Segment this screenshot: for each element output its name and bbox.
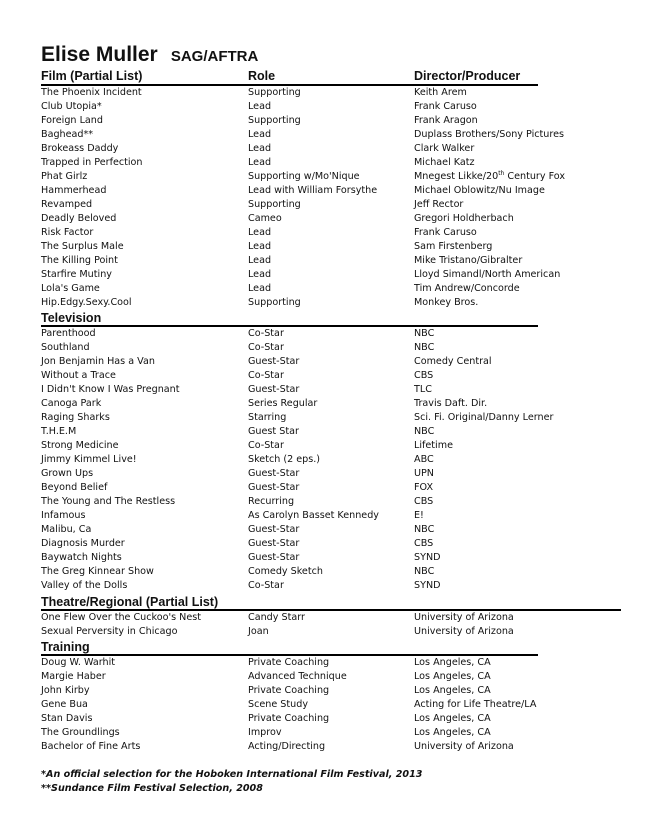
actor-name: Elise Muller: [41, 43, 158, 66]
footnote: *An official selection for the Hoboken International Film Festival, 2013: [41, 769, 423, 780]
role-cell: As Carolyn Basset Kennedy: [248, 510, 379, 521]
television-list: [41, 327, 641, 593]
credit-cell: Lifetime: [414, 440, 453, 451]
title-cell: Risk Factor: [41, 227, 94, 238]
credit-cell: University of Arizona: [414, 626, 514, 637]
television-row: [41, 369, 641, 383]
role-cell: Lead: [248, 157, 272, 168]
title-cell: Lola's Game: [41, 283, 100, 294]
role-cell: Lead: [248, 269, 272, 280]
credit-cell: Gregori Holdherbach: [414, 213, 514, 224]
role-cell: Series Regular: [248, 398, 318, 409]
role-cell: Comedy Sketch: [248, 566, 323, 577]
footnotes: [41, 768, 422, 796]
title-cell: Infamous: [41, 510, 86, 521]
title-cell: The Surplus Male: [41, 241, 124, 252]
title-cell: Deadly Beloved: [41, 213, 117, 224]
television-row: [41, 551, 641, 565]
television-row: [41, 425, 641, 439]
credit-cell: Monkey Bros.: [414, 297, 479, 308]
credit-cell: Duplass Brothers/Sony Pictures: [414, 129, 565, 140]
title-cell: The Phoenix Incident: [41, 87, 142, 98]
title-cell: Foreign Land: [41, 115, 103, 126]
television-row: [41, 327, 641, 341]
television-row: [41, 355, 641, 369]
credit-cell: Sci. Fi. Original/Danny Lerner: [414, 412, 554, 423]
role-cell: Guest-Star: [248, 356, 300, 367]
role-cell: Lead: [248, 129, 272, 140]
television-row: [41, 523, 641, 537]
theatre-row: [41, 625, 641, 639]
credit-cell: SYND: [414, 580, 441, 591]
role-cell: Supporting: [248, 87, 301, 98]
credit-cell: UPN: [414, 468, 434, 479]
film-row: [41, 212, 641, 226]
credit-cell: CBS: [414, 538, 434, 549]
title-cell: Baghead**: [41, 129, 94, 140]
credit-cell: Frank Aragon: [414, 115, 478, 126]
television-row: [41, 397, 641, 411]
role-cell: Lead: [248, 143, 272, 154]
film-row: [41, 100, 641, 114]
title-cell: I Didn't Know I Was Pregnant: [41, 384, 180, 395]
role-cell: Co-Star: [248, 370, 284, 381]
role-cell: Sketch (2 eps.): [248, 454, 321, 465]
role-cell: Co-Star: [248, 328, 284, 339]
theatre-row: [41, 611, 641, 625]
training-row: [41, 698, 641, 712]
title-cell: John Kirby: [41, 685, 90, 696]
credit-cell: Sam Firstenberg: [414, 241, 493, 252]
television-row: [41, 383, 641, 397]
credit-cell: SYND: [414, 552, 441, 563]
training-list: [41, 656, 641, 754]
credit-cell: Frank Caruso: [414, 227, 477, 238]
television-row: [41, 495, 641, 509]
film-row: [41, 268, 641, 282]
role-cell: Private Coaching: [248, 657, 330, 668]
television-row: [41, 579, 641, 593]
credit-cell: TLC: [414, 384, 432, 395]
role-cell: Acting/Directing: [248, 741, 326, 752]
television-row: [41, 565, 641, 579]
role-cell: Guest-Star: [248, 384, 300, 395]
title-cell: Doug W. Warhit: [41, 657, 115, 668]
director-column-title: Director/Producer: [414, 69, 521, 83]
training-row: [41, 712, 641, 726]
role-cell: Private Coaching: [248, 713, 330, 724]
role-cell: Guest-Star: [248, 538, 300, 549]
credit-cell: CBS: [414, 370, 434, 381]
credit-cell: Keith Arem: [414, 87, 467, 98]
television-row: [41, 481, 641, 495]
title-cell: Hammerhead: [41, 185, 107, 196]
title-cell: One Flew Over the Cuckoo's Nest: [41, 612, 202, 623]
role-cell: Guest Star: [248, 426, 299, 437]
television-row: [41, 453, 641, 467]
credit-cell: Frank Caruso: [414, 101, 477, 112]
theatre-heading: Theatre/Regional (Partial List): [41, 595, 219, 609]
title-cell: Parenthood: [41, 328, 96, 339]
role-cell: Lead: [248, 227, 272, 238]
credit-cell: Comedy Central: [414, 356, 492, 367]
title-cell: Strong Medicine: [41, 440, 119, 451]
role-cell: Supporting: [248, 297, 301, 308]
credit-cell: Jeff Rector: [414, 199, 464, 210]
film-column-title: Film (Partial List): [41, 69, 143, 83]
role-cell: Lead: [248, 101, 272, 112]
credit-cell: Mike Tristano/Gibralter: [414, 255, 523, 266]
training-row: [41, 684, 641, 698]
resume-header: [41, 43, 258, 67]
title-cell: Stan Davis: [41, 713, 93, 724]
role-cell: Lead: [248, 283, 272, 294]
film-row: [41, 184, 641, 198]
title-cell: Jon Benjamin Has a Van: [41, 356, 155, 367]
role-cell: Lead: [248, 241, 272, 252]
title-cell: Grown Ups: [41, 468, 94, 479]
credit-cell: Tim Andrew/Concorde: [414, 283, 520, 294]
credit-cell: NBC: [414, 524, 435, 535]
title-cell: Brokeass Daddy: [41, 143, 119, 154]
training-row: [41, 740, 641, 754]
title-cell: Jimmy Kimmel Live!: [41, 454, 137, 465]
title-cell: Raging Sharks: [41, 412, 110, 423]
role-cell: Supporting: [248, 199, 301, 210]
television-row: [41, 341, 641, 355]
role-cell: Guest-Star: [248, 482, 300, 493]
credit-cell: CBS: [414, 496, 434, 507]
role-cell: Co-Star: [248, 342, 284, 353]
title-cell: Hip.Edgy.Sexy.Cool: [41, 297, 132, 308]
title-cell: Gene Bua: [41, 699, 88, 710]
theatre-list: [41, 611, 641, 639]
title-cell: Starfire Mutiny: [41, 269, 112, 280]
role-cell: Supporting w/Mo'Nique: [248, 171, 360, 182]
title-cell: Margie Haber: [41, 671, 106, 682]
television-row: [41, 467, 641, 481]
title-cell: Club Utopia*: [41, 101, 102, 112]
credit-cell: ABC: [414, 454, 434, 465]
title-cell: Beyond Belief: [41, 482, 108, 493]
title-cell: Without a Trace: [41, 370, 116, 381]
title-cell: The Groundlings: [41, 727, 120, 738]
role-cell: Private Coaching: [248, 685, 330, 696]
television-row: [41, 537, 641, 551]
role-cell: Lead: [248, 255, 272, 266]
television-row: [41, 439, 641, 453]
credit-cell: NBC: [414, 566, 435, 577]
title-cell: Valley of the Dolls: [41, 580, 128, 591]
film-row: [41, 170, 641, 184]
role-cell: Joan: [248, 626, 269, 637]
role-cell: Guest-Star: [248, 552, 300, 563]
credit-cell: Mnegest Likke/20th Century Fox: [414, 169, 566, 182]
title-cell: The Killing Point: [41, 255, 118, 266]
title-cell: Trapped in Perfection: [41, 157, 143, 168]
credit-cell: University of Arizona: [414, 612, 514, 623]
title-cell: Baywatch Nights: [41, 552, 122, 563]
title-cell: The Greg Kinnear Show: [41, 566, 154, 577]
title-cell: Revamped: [41, 199, 93, 210]
role-cell: Supporting: [248, 115, 301, 126]
training-heading: Training: [41, 640, 90, 654]
title-cell: Southland: [41, 342, 90, 353]
training-row: [41, 726, 641, 740]
title-cell: Malibu, Ca: [41, 524, 92, 535]
title-cell: Bachelor of Fine Arts: [41, 741, 141, 752]
film-row: [41, 240, 641, 254]
title-cell: Canoga Park: [41, 398, 102, 409]
film-list: [41, 86, 641, 310]
credit-cell: Clark Walker: [414, 143, 475, 154]
title-cell: The Young and The Restless: [41, 496, 176, 507]
role-cell: Co-Star: [248, 440, 284, 451]
credit-cell: NBC: [414, 426, 435, 437]
title-cell: Diagnosis Murder: [41, 538, 125, 549]
credit-cell: FOX: [414, 482, 434, 493]
film-row: [41, 282, 641, 296]
role-cell: Cameo: [248, 213, 282, 224]
television-heading: Television: [41, 311, 102, 325]
television-row: [41, 509, 641, 523]
credit-cell: Los Angeles, CA: [414, 657, 491, 668]
title-cell: T.H.E.M: [41, 426, 77, 437]
credit-cell: E!: [414, 510, 424, 521]
credit-cell: NBC: [414, 342, 435, 353]
credit-cell: NBC: [414, 328, 435, 339]
title-cell: Sexual Perversity in Chicago: [41, 626, 178, 637]
film-row: [41, 296, 641, 310]
role-cell: Recurring: [248, 496, 295, 507]
credit-cell: Michael Oblowitz/Nu Image: [414, 185, 545, 196]
film-row: [41, 226, 641, 240]
credit-cell: Los Angeles, CA: [414, 727, 491, 738]
credit-cell: Los Angeles, CA: [414, 685, 491, 696]
credit-cell: Los Angeles, CA: [414, 713, 491, 724]
role-cell: Guest-Star: [248, 468, 300, 479]
credit-cell: Michael Katz: [414, 157, 475, 168]
footnote: **Sundance Film Festival Selection, 2008: [41, 783, 263, 794]
film-row: [41, 86, 641, 100]
title-cell: Phat Girlz: [41, 171, 88, 182]
television-row: [41, 411, 641, 425]
role-cell: Candy Starr: [248, 612, 305, 623]
film-row: [41, 156, 641, 170]
film-row: [41, 198, 641, 212]
role-column-title: Role: [248, 69, 276, 83]
role-cell: Starring: [248, 412, 287, 423]
credit-cell: Travis Daft. Dir.: [414, 398, 488, 409]
credit-cell: Los Angeles, CA: [414, 671, 491, 682]
role-cell: Scene Study: [248, 699, 308, 710]
credit-cell: Acting for Life Theatre/LA: [414, 699, 537, 710]
film-row: [41, 142, 641, 156]
role-cell: Lead with William Forsythe: [248, 185, 378, 196]
role-cell: Co-Star: [248, 580, 284, 591]
union-affiliation: SAG/AFTRA: [170, 48, 259, 65]
credit-cell: Lloyd Simandl/North American: [414, 269, 561, 280]
role-cell: Advanced Technique: [248, 671, 347, 682]
training-row: [41, 656, 641, 670]
film-row: [41, 114, 641, 128]
training-row: [41, 670, 641, 684]
role-cell: Guest-Star: [248, 524, 300, 535]
role-cell: Improv: [248, 727, 282, 738]
film-row: [41, 254, 641, 268]
film-row: [41, 128, 641, 142]
credit-cell: University of Arizona: [414, 741, 514, 752]
